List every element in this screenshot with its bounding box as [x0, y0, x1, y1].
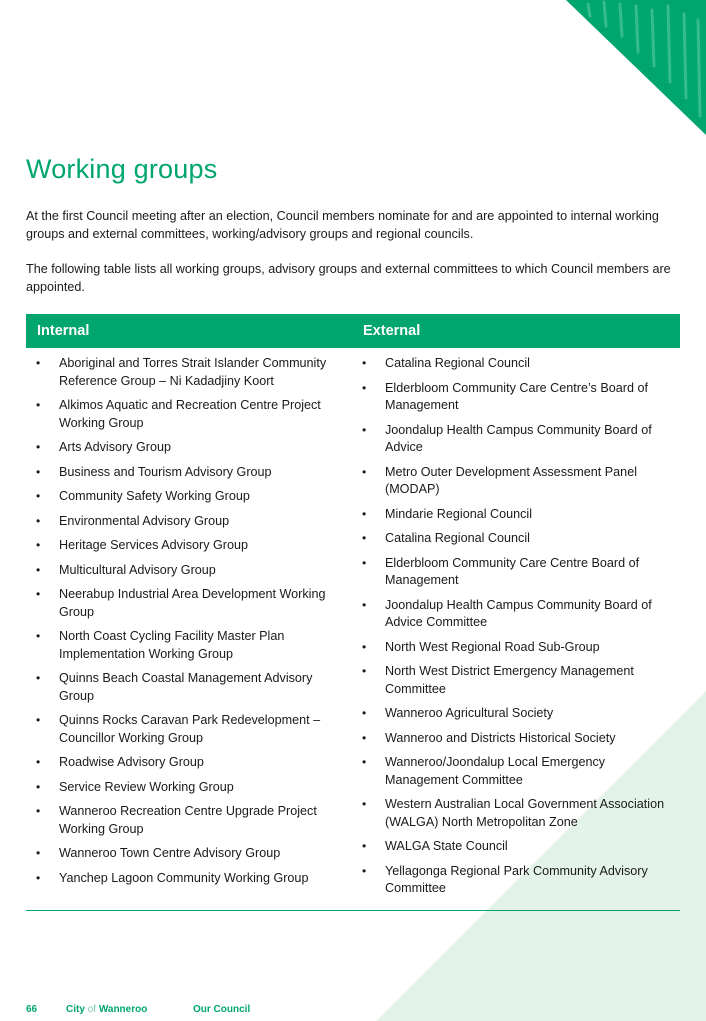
- brand-of: of: [87, 1004, 97, 1015]
- list-item: • Environmental Advisory Group: [26, 513, 352, 531]
- list-item: • Arts Advisory Group: [26, 439, 352, 457]
- list-item: • Community Safety Working Group: [26, 488, 352, 506]
- list-item: • Metro Outer Development Assessment Panel (MODAP): [352, 464, 680, 499]
- internal-list: [26, 355, 352, 905]
- page-number: 66: [26, 1004, 38, 1015]
- list-item: • Neerabup Industrial Area Development Working Group: [26, 586, 352, 621]
- list-item: • North Coast Cycling Facility Master Plan Implementation Working Group: [26, 628, 352, 663]
- brand-name: [66, 1004, 193, 1015]
- list-item: • Elderbloom Community Care Centre Board of Management: [352, 555, 680, 590]
- table-body: [26, 348, 680, 911]
- list-item: • Joondalup Health Campus Community Board of Advice: [352, 422, 680, 457]
- list-item: • North West District Emergency Management Committee: [352, 663, 680, 698]
- list-item: • Business and Tourism Advisory Group: [26, 464, 352, 482]
- external-header: External: [363, 323, 421, 339]
- list-item: • Joondalup Health Campus Community Board of Advice Committee: [352, 597, 680, 632]
- list-item: • Wanneroo Town Centre Advisory Group: [26, 845, 352, 863]
- list-item: • Service Review Working Group: [26, 779, 352, 797]
- list-item: • Elderbloom Community Care Centre’s Board of Management: [352, 380, 680, 415]
- list-item: • WALGA State Council: [352, 838, 680, 856]
- list-item: • Wanneroo/Joondalup Local Emergency Management Committee: [352, 754, 680, 789]
- list-item: • North West Regional Road Sub-Group: [352, 639, 680, 657]
- intro-paragraph: At the first Council meeting after an election, Council members nominate for and are appointed to internal working groups and external committees, working/advisory groups and regional councils.: [26, 209, 659, 241]
- brand-wanneroo: Wanneroo: [98, 1004, 148, 1015]
- brand-city: City: [66, 1004, 85, 1015]
- list-item: • Catalina Regional Council: [352, 355, 680, 373]
- list-item: • Yellagonga Regional Park Community Advisory Committee: [352, 863, 680, 898]
- list-item: • Yanchep Lagoon Community Working Group: [26, 870, 352, 888]
- working-groups-table: [26, 314, 680, 911]
- table-description-paragraph: The following table lists all working groups, advisory groups and external committees to which Council members are appointed.: [26, 262, 671, 294]
- list-item: • Heritage Services Advisory Group: [26, 537, 352, 555]
- list-item: • Mindarie Regional Council: [352, 506, 680, 524]
- list-item: • Western Australian Local Government Association (WALGA) North Metropolitan Zone: [352, 796, 680, 831]
- section-name: Our Council: [193, 1004, 251, 1015]
- page-title: Working groups: [26, 154, 218, 184]
- list-item: • Quinns Beach Coastal Management Advisory Group: [26, 670, 352, 705]
- external-list: [352, 355, 680, 905]
- list-item: • Multicultural Advisory Group: [26, 562, 352, 580]
- list-item: • Catalina Regional Council: [352, 530, 680, 548]
- list-item: • Wanneroo and Districts Historical Society: [352, 730, 680, 748]
- table-header: [26, 314, 680, 348]
- list-item: • Alkimos Aquatic and Recreation Centre Project Working Group: [26, 397, 352, 432]
- corner-stripe-graphic: [566, 0, 706, 135]
- internal-header: Internal: [37, 323, 90, 339]
- page-footer: [26, 1004, 250, 1015]
- list-item: • Quinns Rocks Caravan Park Redevelopment – Councillor Working Group: [26, 712, 352, 747]
- list-item: • Roadwise Advisory Group: [26, 754, 352, 772]
- list-item: • Wanneroo Recreation Centre Upgrade Project Working Group: [26, 803, 352, 838]
- list-item: • Aboriginal and Torres Strait Islander Community Reference Group – Ni Kadadjiny Koort: [26, 355, 352, 390]
- list-item: • Wanneroo Agricultural Society: [352, 705, 680, 723]
